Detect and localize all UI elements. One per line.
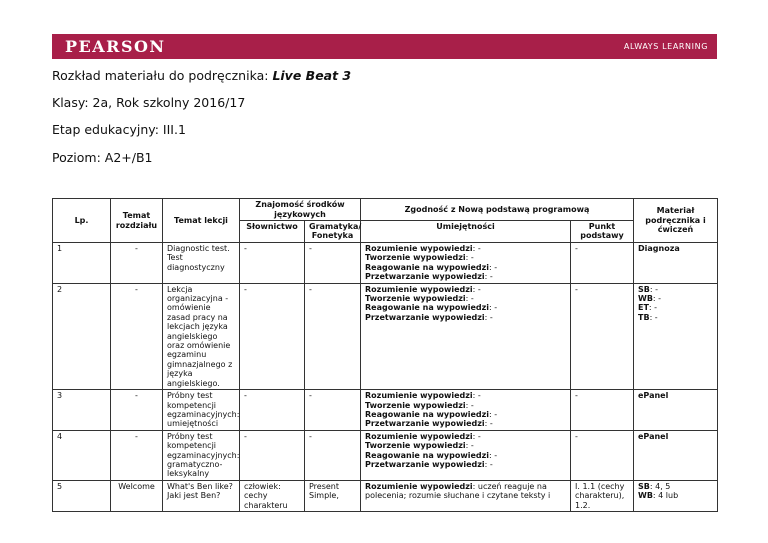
row-lesson: Lekcja organizacyjna - omówienie zasad pracy na lekcjach języka angielskiego oraz omówienie egzaminu gimnazjalnego z języka angielskiego.	[163, 283, 240, 389]
row-material: ePanel	[634, 430, 718, 480]
row-vocab: -	[240, 390, 305, 431]
row-grammar: -	[305, 243, 361, 284]
row-chapter: Welcome	[111, 480, 163, 511]
row-point: -	[571, 390, 634, 431]
row-point: -	[571, 243, 634, 284]
row-vocab: -	[240, 283, 305, 389]
classes-line: Klasy: 2a, Rok szkolny 2016/17	[52, 95, 246, 110]
row-lp: 3	[53, 390, 111, 431]
row-chapter: -	[111, 430, 163, 480]
header-point: Punkt podstawy	[571, 221, 634, 243]
row-chapter: -	[111, 390, 163, 431]
pearson-banner	[52, 34, 717, 59]
row-point: I. 1.1 (cechy charakteru), 1.2.	[571, 480, 634, 511]
row-vocab: -	[240, 243, 305, 284]
row-material: SB: 4, 5 WB: 4 lub	[634, 480, 718, 511]
row-lesson: Próbny test kompetencji egzaminacyjnych: umiejętności	[163, 390, 240, 431]
title-prefix: Rozkład materiału do podręcznika:	[52, 68, 273, 83]
row-lp: 4	[53, 430, 111, 480]
row-lp: 1	[53, 243, 111, 284]
row-lesson: Próbny test kompetencji egzaminacyjnych: gramatyczno-leksykalny	[163, 430, 240, 480]
row-vocab: -	[240, 430, 305, 480]
row-skills: Rozumienie wypowiedzi: uczeń reaguje na polecenia; rozumie słuchane i czytane teksty i	[361, 480, 571, 511]
header-zgodnosc: Zgodność z Nową podstawą programową	[361, 199, 634, 221]
row-material: ePanel	[634, 390, 718, 431]
row-lp: 2	[53, 283, 111, 389]
row-point: -	[571, 283, 634, 389]
row-vocab: człowiek: cechy charakteru	[240, 480, 305, 511]
row-grammar: -	[305, 390, 361, 431]
row-point: -	[571, 430, 634, 480]
table-row	[53, 430, 718, 480]
row-material: SB: - WB: - ET: - TB: -	[634, 283, 718, 389]
header-material: Materiał podręcznika i ćwiczeń	[634, 199, 718, 243]
row-grammar: -	[305, 283, 361, 389]
table-row	[53, 390, 718, 431]
row-chapter: -	[111, 283, 163, 389]
header-lp: Lp.	[53, 199, 111, 243]
header-znajomosc: Znajomość środków językowych	[240, 199, 361, 221]
pearson-logo: PEARSON	[65, 37, 166, 56]
row-grammar: -	[305, 430, 361, 480]
row-material: Diagnoza	[634, 243, 718, 284]
lesson-plan-table	[52, 198, 718, 512]
header-skills: Umiejętności	[361, 221, 571, 243]
table-row	[53, 243, 718, 284]
header-chapter: Temat rozdziału	[111, 199, 163, 243]
header-grammar: Gramatyka/ Fonetyka	[305, 221, 361, 243]
table-row	[53, 480, 718, 511]
tagline: ALWAYS LEARNING	[623, 42, 708, 51]
header-lesson: Temat lekcji	[163, 199, 240, 243]
row-chapter: -	[111, 243, 163, 284]
header-vocab: Słownictwo	[240, 221, 305, 243]
stage-line: Etap edukacyjny: III.1	[52, 122, 186, 137]
row-skills: Rozumienie wypowiedzi: - Tworzenie wypowiedzi: - Reagowanie na wypowiedzi: - Przetwarzanie wypowiedzi: -	[361, 283, 571, 389]
row-skills: Rozumienie wypowiedzi: - Tworzenie wypowiedzi: - Reagowanie na wypowiedzi: - Przetwarzanie wypowiedzi: -	[361, 243, 571, 284]
level-line: Poziom: A2+/B1	[52, 150, 153, 165]
row-skills: Rozumienie wypowiedzi: - Tworzenie wypowiedzi: - Reagowanie na wypowiedzi: - Przetwarzanie wypowiedzi: -	[361, 430, 571, 480]
row-lp: 5	[53, 480, 111, 511]
row-lesson: What's Ben like? Jaki jest Ben?	[163, 480, 240, 511]
row-skills: Rozumienie wypowiedzi: - Tworzenie wypowiedzi: - Reagowanie na wypowiedzi: - Przetwarzanie wypowiedzi: -	[361, 390, 571, 431]
row-grammar: Present Simple,	[305, 480, 361, 511]
row-lesson: Diagnostic test. Test diagnostyczny	[163, 243, 240, 284]
document-title	[52, 68, 351, 83]
book-title: Live Beat 3	[272, 68, 352, 83]
table-row	[53, 283, 718, 389]
